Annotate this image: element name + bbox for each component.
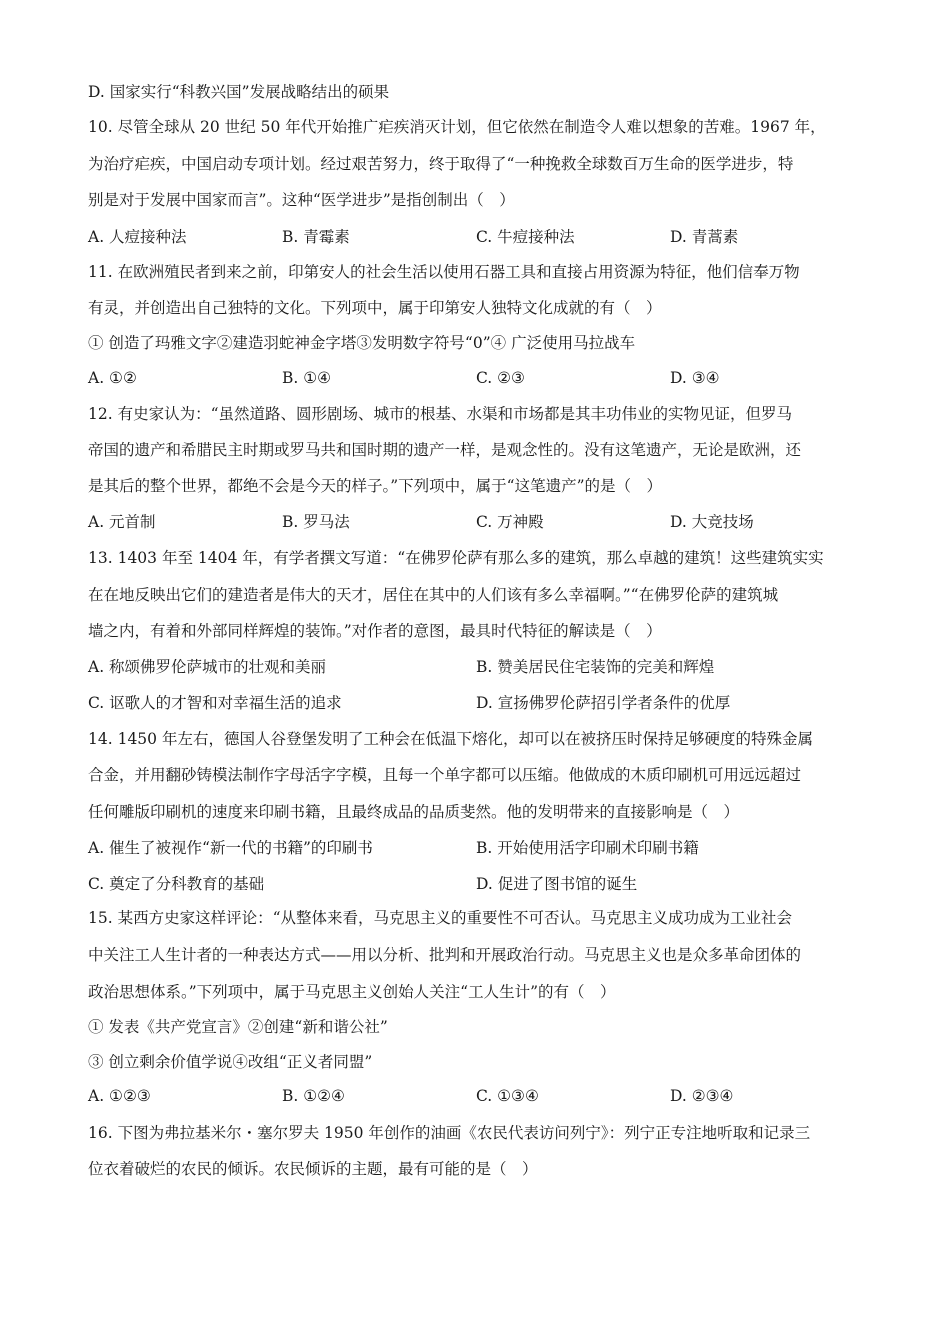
q10-text-line-1: 10. 尽管全球从 20 世纪 50 年代开始推广疟疾消灭计划，但它依然在制造令人难以想象的苦难。1967 年， [88, 118, 826, 136]
q12-text-line-2: 帝国的遗产和希腊民主时期或罗马共和国时期的遗产一样，是观念性的。没有这笔遗产，无论是欧洲，还 [88, 441, 802, 459]
q9-option-d: D. 国家实行“科教兴国”发展战略结出的硕果 [88, 83, 390, 101]
q11-statements: ① 创造了玛雅文字②建造羽蛇神金字塔③发明数字符号“0”④ 广泛使用马拉战车 [88, 334, 636, 352]
q11-option-d: D. ③④ [670, 369, 720, 387]
q14-text-line-2: 合金，并用翻砂铸模法制作字母活字字模，且每一个单字都可以压缩。他做成的木质印刷机可用远远超过 [88, 766, 802, 784]
q13-option-a: A. 称颂佛罗伦萨城市的壮观和美丽 [88, 658, 327, 676]
q12-option-b: B. 罗马法 [282, 513, 350, 531]
q15-text-line-3: 政治思想体系。”下列项中，属于马克思主义创始人关注“工人生计”的有（ ） [88, 983, 616, 1001]
q10-text-line-3: 别是对于发展中国家而言”。这种“医学进步”是指创制出（ ） [88, 191, 515, 209]
q14-option-b: B. 开始使用活字印刷术印刷书籍 [476, 839, 699, 857]
q14-text-line-1: 14. 1450 年左右，德国人谷登堡发明了工种会在低温下熔化，却可以在被挤压时保持足够硬度的特殊金属 [88, 730, 813, 748]
q10-text-line-2: 为治疗疟疾，中国启动专项计划。经过艰苦努力，终于取得了“一种挽救全球数百万生命的医学进步，特 [88, 155, 794, 173]
q12-text-line-1: 12. 有史家认为：“虽然道路、圆形剧场、城市的根基、水渠和市场都是其丰功伟业的实物见证，但罗马 [88, 405, 793, 423]
q15-text-line-2: 中关注工人生计者的一种表达方式——用以分析、批判和开展政治行动。马克思主义也是众多革命团体的 [88, 946, 802, 964]
q15-text-line-1: 15. 某西方史家这样评论：“从整体来看，马克思主义的重要性不可否认。马克思主义成功成为工业社会 [88, 909, 793, 927]
q11-text-line-2: 有灵，并创造出自己独特的文化。下列项中，属于印第安人独特文化成就的有（ ） [88, 299, 662, 317]
q16-text-line-2: 位衣着破烂的农民的倾诉。农民倾诉的主题，最有可能的是（ ） [88, 1160, 538, 1178]
q13-text-line-3: 墙之内，有着和外部同样辉煌的装饰。”对作者的意图，最具时代特征的解读是（ ） [88, 622, 662, 640]
q11-option-c: C. ②③ [476, 369, 525, 387]
q11-option-b: B. ①④ [282, 369, 332, 387]
q10-option-d: D. 青蒿素 [670, 228, 739, 246]
q14-option-d: D. 促进了图书馆的诞生 [476, 875, 638, 893]
q15-option-c: C. ①③④ [476, 1087, 539, 1105]
q13-option-d: D. 宣扬佛罗伦萨招引学者条件的优厚 [476, 694, 731, 712]
q11-text-line-1: 11. 在欧洲殖民者到来之前，印第安人的社会生活以使用石器工具和直接占用资源为特征，他们信奉万物 [88, 263, 800, 281]
q13-text-line-1: 13. 1403 年至 1404 年，有学者撰文写道：“在佛罗伦萨有那么多的建筑，那么卓越的建筑！这些建筑实实 [88, 549, 824, 567]
q15-option-b: B. ①②④ [282, 1087, 345, 1105]
q13-option-c: C. 讴歌人的才智和对幸福生活的追求 [88, 694, 342, 712]
q12-option-c: C. 万神殿 [476, 513, 544, 531]
q12-option-a: A. 元首制 [88, 513, 156, 531]
q10-option-c: C. 牛痘接种法 [476, 228, 575, 246]
q11-option-a: A. ①② [88, 369, 137, 387]
q14-option-c: C. 奠定了分科教育的基础 [88, 875, 265, 893]
q16-text-line-1: 16. 下图为弗拉基米尔・塞尔罗夫 1950 年创作的油画《农民代表访问列宁》：列宁正专注地听取和记录三 [88, 1124, 811, 1142]
q12-text-line-3: 是其后的整个世界，都绝不会是今天的样子。”下列项中，属于“这笔遗产”的是（ ） [88, 477, 663, 495]
q13-option-b: B. 赞美居民住宅装饰的完美和辉煌 [476, 658, 715, 676]
q10-option-b: B. 青霉素 [282, 228, 350, 246]
q14-text-line-3: 任何雕版印刷机的速度来印刷书籍，且最终成品的品质斐然。他的发明带来的直接影响是（ ） [88, 803, 740, 821]
q12-option-d: D. 大竞技场 [670, 513, 754, 531]
q10-option-a: A. 人痘接种法 [88, 228, 187, 246]
q15-statements-2: ③ 创立剩余价值学说④改组“正义者同盟” [88, 1053, 373, 1071]
q15-statements-1: ① 发表《共产党宣言》②创建“新和谐公社” [88, 1018, 388, 1036]
q14-option-a: A. 催生了被视作“新一代的书籍”的印刷书 [88, 839, 373, 857]
q13-text-line-2: 在在地反映出它们的建造者是伟大的天才，居住在其中的人们该有多么幸福啊。”“在佛罗伦萨的建筑城 [88, 586, 779, 604]
q15-option-a: A. ①②③ [88, 1087, 151, 1105]
q15-option-d: D. ②③④ [670, 1087, 734, 1105]
